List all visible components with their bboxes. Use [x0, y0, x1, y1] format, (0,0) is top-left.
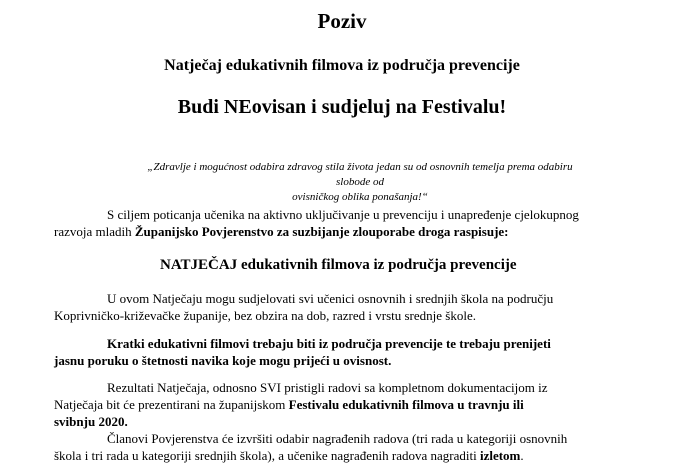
festival-name: Festivalu edukativnih filmova u travnju ili: [288, 397, 524, 412]
intro-paragraph: [54, 206, 610, 240]
eligibility-paragraph: [54, 290, 610, 324]
quote-line-2: ovisničkog oblika ponašanja!“: [292, 191, 428, 203]
quote-block: [140, 160, 580, 205]
results-text: Natječaja bit će prezentirani na županijskom: [54, 397, 289, 412]
committee-line-2: [54, 447, 610, 464]
competition-heading: NATJEČAJ edukativnih filmova iz područja prevencije: [160, 257, 517, 273]
requirements-line-1: Kratki edukativni filmovi trebaju biti iz područja prevencije te trebaju prenijeti: [107, 336, 551, 351]
eligibility-line-1: U ovom Natječaju mogu sudjelovati svi učenici osnovnih i srednjih škola na području: [107, 291, 554, 306]
results-date: svibnju 2020.: [54, 414, 128, 429]
prize-trip: izletom: [479, 448, 521, 463]
committee-text: škola i tri rada u kategoriji srednjih škola), a učenike nagrađenih radova nagraditi: [54, 448, 480, 463]
requirements-line-2: jasnu poruku o štetnosti navika koje mogu prijeći u ovisnost.: [54, 353, 392, 368]
intro-line-2: [54, 223, 610, 240]
committee-period: .: [520, 448, 524, 463]
intro-organizer: Županijsko Povjerenstvo za suzbijanje zlouporabe droga raspisuje:: [134, 224, 509, 239]
film-requirements-paragraph: [54, 335, 610, 369]
quote-line-1: „Zdravlje i mogućnost odabira zdravog stila života jedan su od osnovnih temelja prema odabiru slobode od: [147, 161, 573, 188]
results-line-2: [54, 396, 610, 413]
results-paragraph: [54, 379, 610, 464]
committee-line-1: Članovi Povjerenstva će izvršiti odabir nagrađenih radova (tri rada u kategoriji osnovnih: [107, 431, 568, 446]
results-line-1: Rezultati Natječaja, odnosno SVI pristigli radovi sa kompletnom dokumentacijom iz: [107, 380, 548, 395]
slogan-heading: Budi NEovisan i sudjeluj na Festivalu!: [177, 96, 507, 118]
eligibility-line-2: Koprivničko-križevačke županije, bez obzira na dob, razred i vrstu srednje škole.: [54, 308, 476, 323]
intro-line-1: S ciljem poticanja učenika na aktivno uključivanje u prevenciju i unapređenje cjelokupnog: [107, 207, 579, 222]
intro-text: razvoja mladih: [54, 224, 135, 239]
document-subtitle: Natječaj edukativnih filmova iz područja prevencije: [164, 57, 520, 74]
document-title: Poziv: [317, 9, 367, 33]
